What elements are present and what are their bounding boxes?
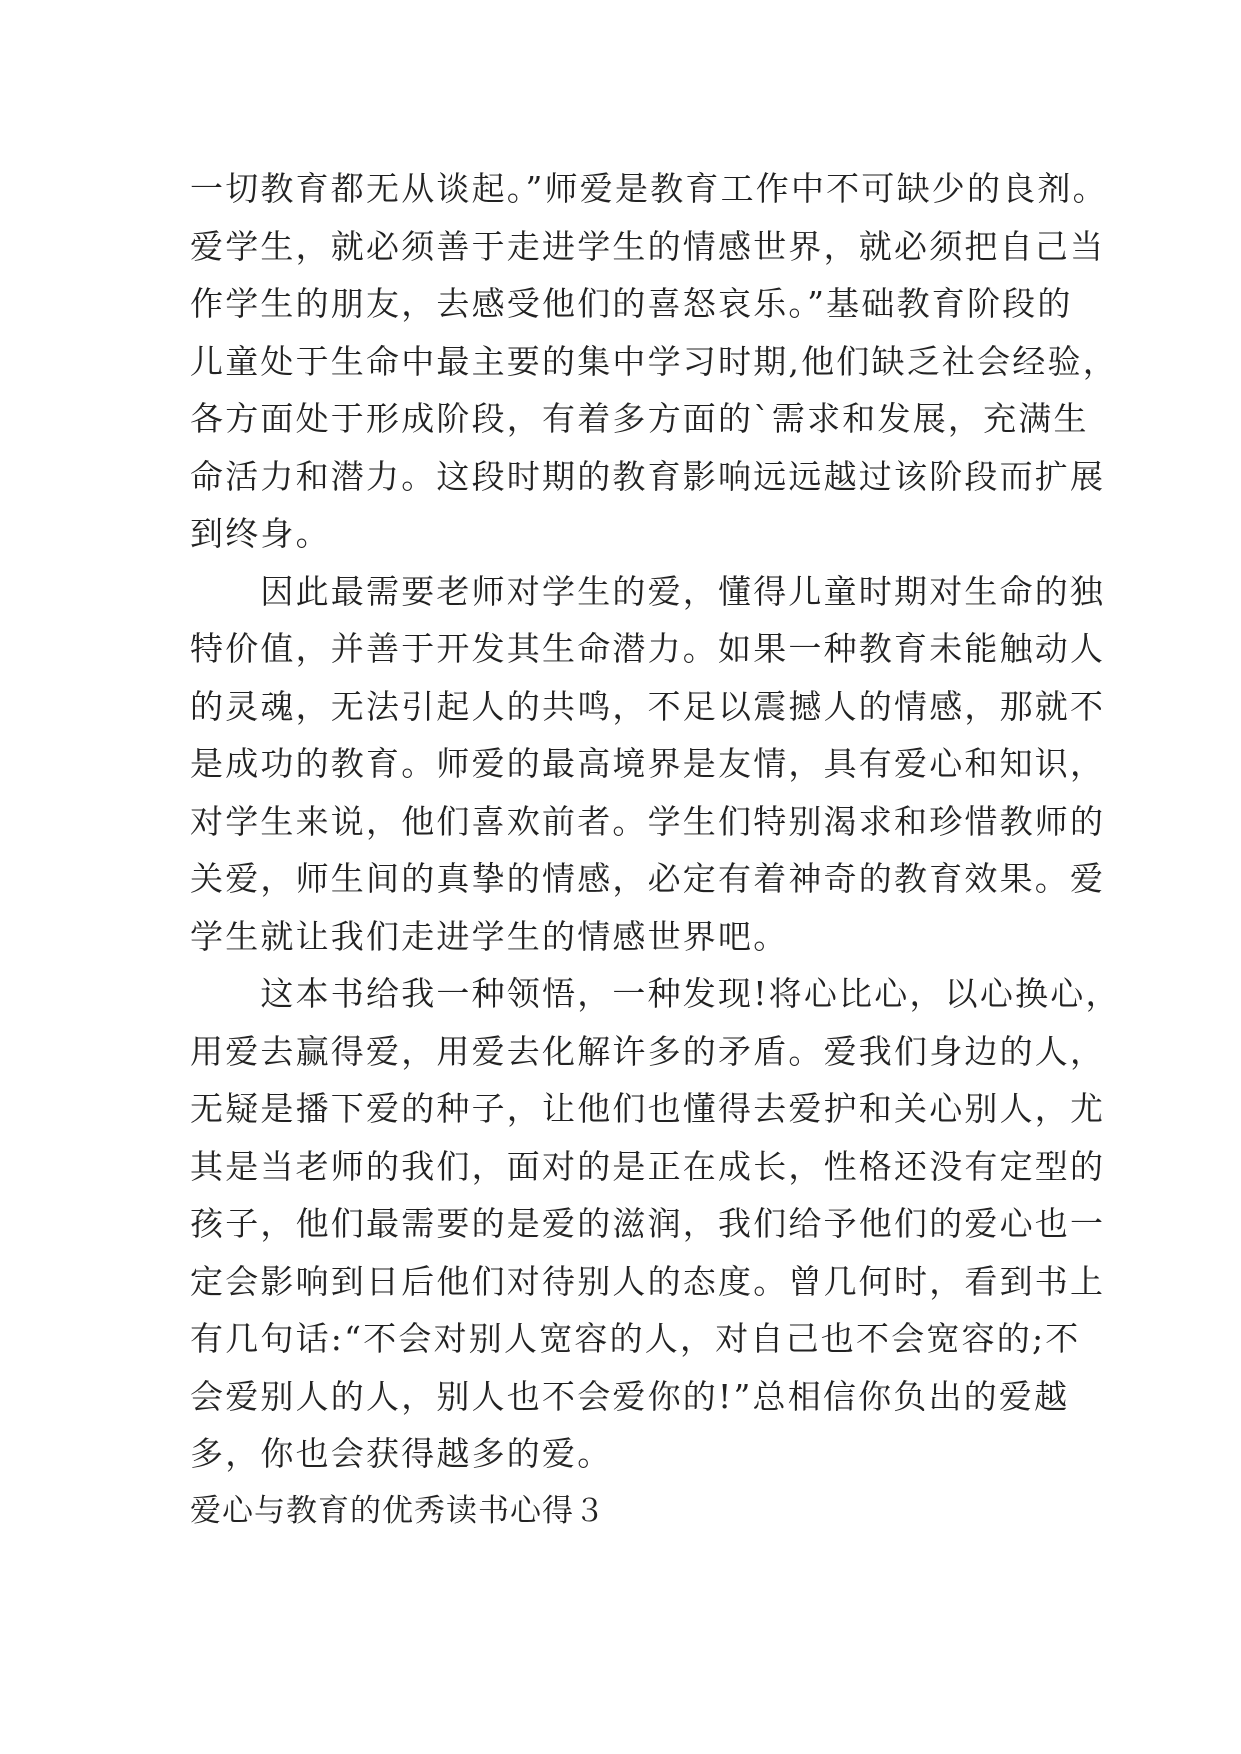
text-line: 爱学生，就必须善于走进学生的情感世界，就必须把自己当	[190, 226, 1106, 266]
text-line: 无疑是播下爱的种子，让他们也懂得去爱护和关心别人，尤	[190, 1089, 1106, 1128]
body-text	[190, 160, 1121, 1540]
text-line: 的灵魂，无法引起人的共鸣，不足以震撼人的情感，那就不	[190, 686, 1106, 726]
text-line: 作学生的朋友，去感受他们的喜怒哀乐。”基础教育阶段的	[190, 284, 1073, 323]
text-line: 到终身。	[190, 514, 331, 553]
text-line: 其是当老师的我们，面对的是正在成长，性格还没有定型的	[190, 1146, 1106, 1186]
text-line: 关爱，师生间的真挚的情感，必定有着神奇的教育效果。爱	[190, 859, 1106, 898]
text-line: 是成功的教育。师爱的最高境界是友情，具有爱心和知识，	[190, 744, 1106, 783]
text-line: 孩子，他们最需要的是爱的滋润，我们给予他们的爱心也一	[190, 1204, 1106, 1243]
text-line: 这本书给我一种领悟，一种发现!将心比心，以心换心，	[190, 974, 1121, 1013]
text-line: 定会影响到日后他们对待别人的态度。曾几何时，看到书上	[190, 1261, 1106, 1301]
text-line: 儿童处于生命中最主要的集中学习时期,他们缺乏社会经验，	[190, 341, 1118, 381]
text-line: 因此最需要老师对学生的爱，懂得儿童时期对生命的独	[190, 571, 1106, 611]
text-line: 有几句话:“不会对别人宽容的人，对自己也不会宽容的;不	[190, 1319, 1081, 1358]
text-line: 特价值，并善于开发其生命潜力。如果一种教育未能触动人	[190, 629, 1106, 668]
section-heading: 爱心与教育的优秀读书心得３	[190, 1492, 606, 1529]
text-line: 用爱去赢得爱，用爱去化解许多的矛盾。爱我们身边的人，	[190, 1031, 1106, 1071]
text-line: 学生就让我们走进学生的情感世界吧。	[190, 916, 789, 956]
text-line: 会爱别人的人，别人也不会爱你的!”总相信你负出的爱越	[190, 1376, 1070, 1416]
text-line: 一切教育都无从谈起。”师爱是教育工作中不可缺少的良剂。	[190, 169, 1108, 208]
text-line: 各方面处于形成阶段，有着多方面的`需求和发展，充满生	[190, 399, 1089, 438]
text-line: 多，你也会获得越多的爱。	[190, 1434, 613, 1473]
text-line: 对学生来说，他们喜欢前者。学生们特别渴求和珍惜教师的	[190, 801, 1106, 841]
text-line: 命活力和潜力。这段时期的教育影响远远越过该阶段而扩展	[190, 456, 1106, 496]
